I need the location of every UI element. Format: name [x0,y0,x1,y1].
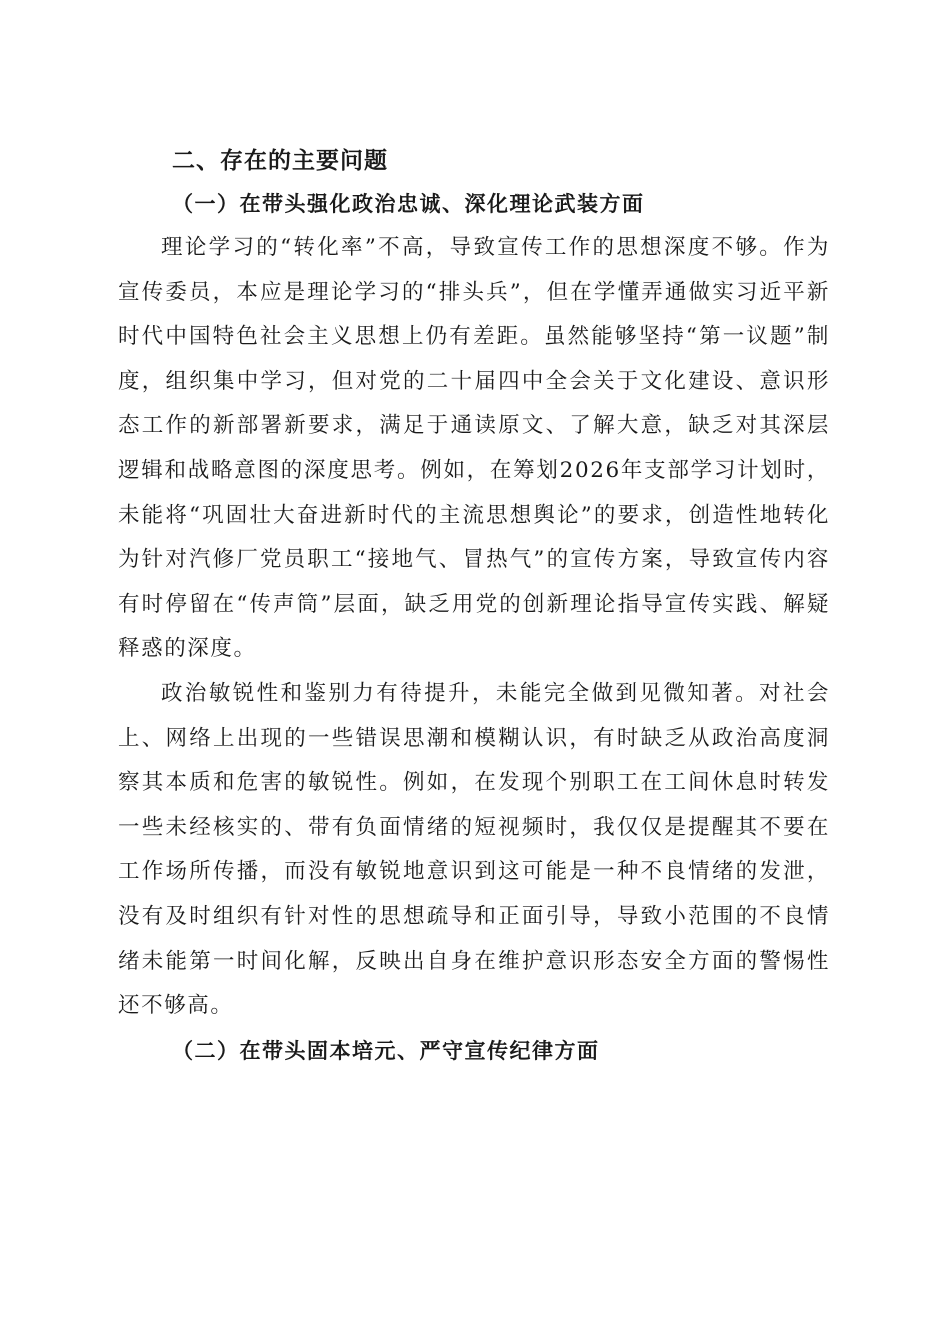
section-heading: 二、存在的主要问题 [172,148,388,174]
paragraph-2: 政治敏锐性和鉴别力有待提升，未能完全做到见微知著。对社会上、网络上出现的一些错误思潮和模糊认识，有时缺乏从政治高度洞察其本质和危害的敏锐性。例如，在发现个别职工在工间休息时转发一些未经核实的、带有负面情绪的短视频时，我仅仅是提醒其不要在工作场所传播，而没有敏锐地意识到这可能是一种不良情绪的发泄，没有及时组织有针对性的思想疏导和正面引导，导致小范围的不良情绪未能第一时间化解，反映出自身在维护意识形态安全方面的警惕性还不够高。 [118,680,830,1019]
document-body [118,140,830,1073]
subsection-heading-1: （一）在带头强化政治忠诚、深化理论武装方面 [172,191,645,216]
paragraph-1: 理论学习的“转化率”不高，导致宣传工作的思想深度不够。作为宣传委员，本应是理论学习的“排头兵”，但在学懂弄通做实习近平新时代中国特色社会主义思想上仍有差距。虽然能够坚持“第一议题”制度，组织集中学习，但对党的二十届四中全会关于文化建设、意识形态工作的新部署新要求，满足于通读原文、了解大意，缺乏对其深层逻辑和战略意图的深度思考。例如，在筹划2026年支部学习计划时，未能将“巩固壮大奋进新时代的主流思想舆论”的要求，创造性地转化为针对汽修厂党员职工“接地气、冒热气”的宣传方案，导致宣传内容有时停留在“传声筒”层面，缺乏用党的创新理论指导宣传实践、解疑释惑的深度。 [118,235,830,662]
subsection-heading-2: （二）在带头固本培元、严守宣传纪律方面 [172,1037,600,1063]
